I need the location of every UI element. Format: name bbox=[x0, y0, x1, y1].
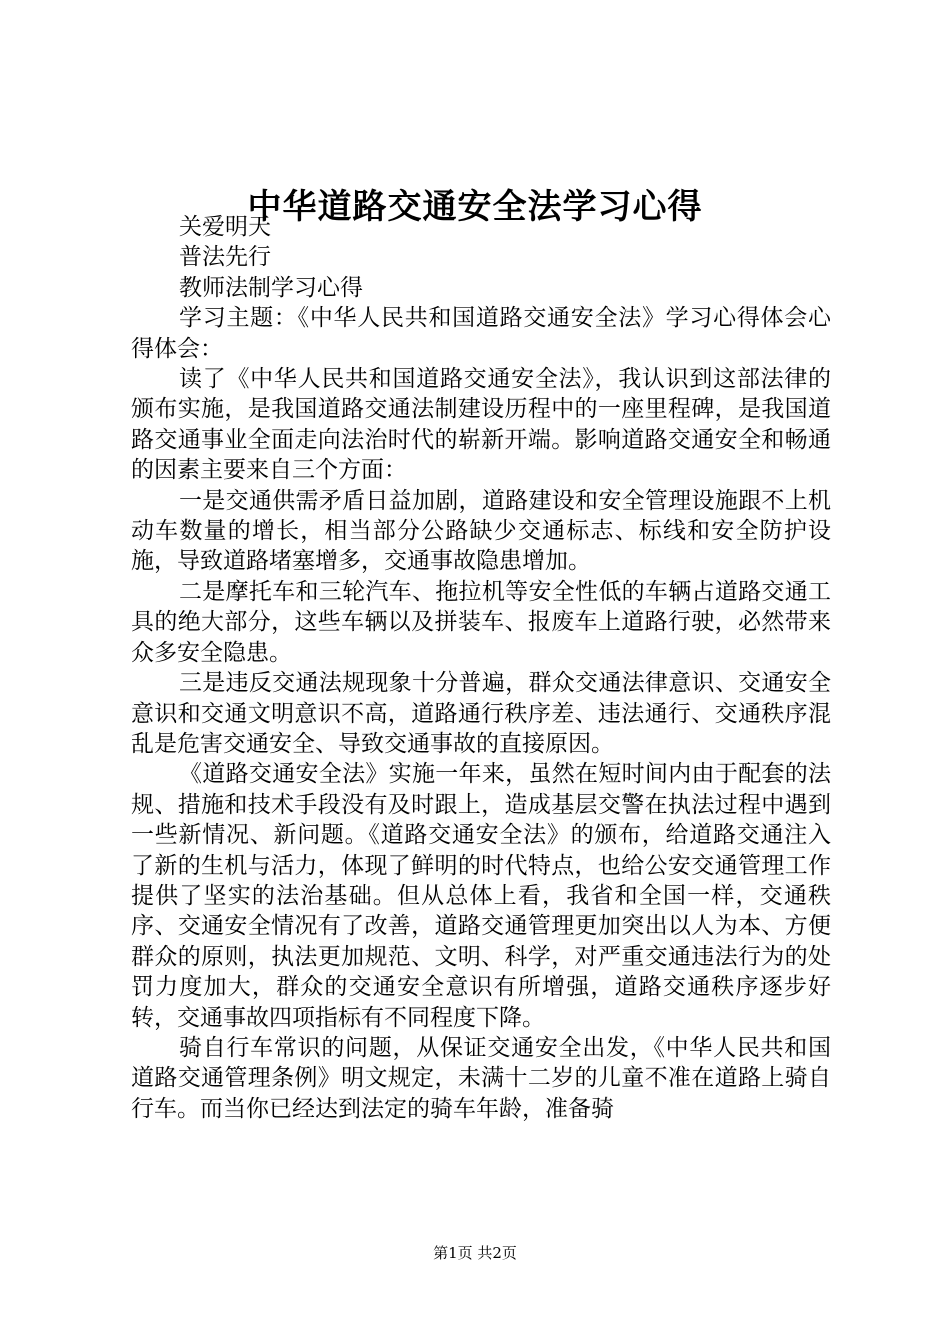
paragraph-bicycle: 骑自行车常识的问题，从保证交通安全出发，《中华人民共和国道路交通管理条例》明文规定，未满十二岁的儿童不准在道路上骑自行车。而当你已经达到法定的骑车年龄，准备骑 bbox=[131, 1034, 831, 1122]
paragraph-slogan-2: 普法先行 bbox=[179, 244, 271, 271]
document-title: 中华道路交通安全法学习心得 bbox=[247, 187, 703, 227]
paragraph-topic: 学习主题：《中华人民共和国道路交通安全法》学习心得体会心得体会： bbox=[131, 305, 831, 362]
paragraph-point-1: 一是交通供需矛盾日益加剧，道路建设和安全管理设施跟不上机动车数量的增长，相当部分公路缺少交通标志、标线和安全防护设施，导致道路堵塞增多，交通事故隐患增加。 bbox=[131, 487, 831, 575]
paragraph-subtitle: 教师法制学习心得 bbox=[179, 274, 363, 301]
paragraph-point-2: 二是摩托车和三轮汽车、拖拉机等安全性低的车辆占道路交通工具的绝大部分，这些车辆以及拼装车、报废车上道路行驶，必然带来众多安全隐患。 bbox=[131, 578, 831, 666]
paragraph-point-3: 三是违反交通法规现象十分普遍，群众交通法律意识、交通安全意识和交通文明意识不高，道路通行秩序差、违法通行、交通秩序混乱是危害交通安全、导致交通事故的直接原因。 bbox=[131, 670, 831, 757]
page-footer: 第1页 共2页 bbox=[433, 1244, 517, 1262]
paragraph-implementation: 《道路交通安全法》实施一年来，虽然在短时间内由于配套的法规、措施和技术手段没有及时跟上，造成基层交警在执法过程中遇到一些新情况、新问题。《道路交通安全法》的颁布，给道路交通注入了新的生机与活力，体现了鲜明的时代特点，也给公安交通管理工作提供了坚实的法治基础。但从总体上看，我省和全国一样，交通秩序、交通安全情况有了改善，道路交通管理更加突出以人为本、方便群众的原则，执法更加规范、文明、科学，对严重交通违法行为的处罚力度加大，群众的交通安全意识有所增强，道路交通秩序逐步好转，交通事故四项指标有不同程度下降。 bbox=[131, 761, 831, 1031]
paragraph-intro: 读了《中华人民共和国道路交通安全法》，我认识到这部法律的颁布实施，是我国道路交通法制建设历程中的一座里程碑，是我国道路交通事业全面走向法治时代的崭新开端。影响道路交通安全和畅通的因素主要来自三个方面： bbox=[131, 366, 831, 484]
document-body bbox=[131, 212, 831, 1124]
paragraph-slogan-1: 关爱明天 bbox=[179, 214, 271, 240]
